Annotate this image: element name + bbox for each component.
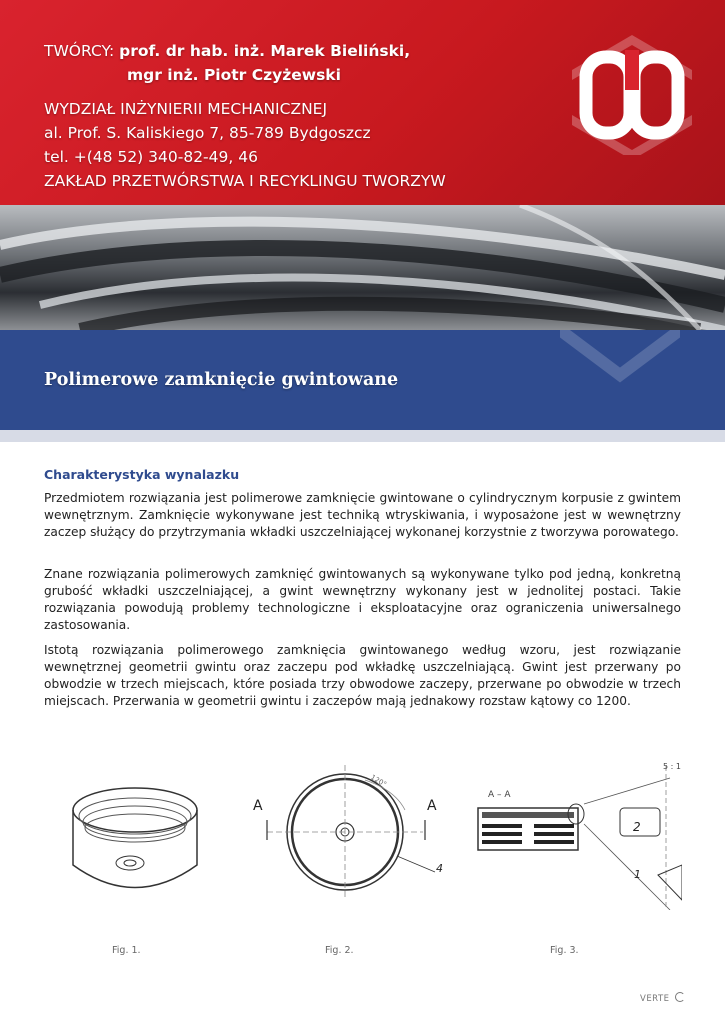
creators-line (44, 40, 410, 62)
faculty: WYDZIAŁ INŻYNIERII MECHANICZNEJ (44, 100, 328, 118)
chevron-decoration-icon (560, 330, 680, 390)
figure-2-caption: Fig. 2. (325, 945, 354, 956)
paragraph-3: Istotą rozwiązania polimerowego zamknięcia gwintowanego według wzoru, jest rozwiązanie wewnętrznej geometrii gwintu oraz zaczepu pod wkładkę uszczelniającą. Gwint jest przerwany po obwodzie w trzech miejscach, które posiada trzy obwodowe zaczepy, przerwane po obwodzie w trzech miejscach. Przerwania w geometrii gwintu i zaczepów mają jednakowy rozstaw kątowy co 1200. (44, 643, 681, 708)
department: ZAKŁAD PRZETWÓRSTWA I RECYKLINGU TWORZYW (44, 172, 446, 190)
creator-2-line (127, 64, 341, 86)
figure-1-caption: Fig. 1. (112, 945, 141, 956)
address: al. Prof. S. Kaliskiego 7, 85-789 Bydgoszcz (44, 124, 371, 142)
fig2-label-right: A (427, 798, 437, 814)
fig3-label-1: 1 (634, 868, 641, 881)
figure-3-caption: Fig. 3. (550, 945, 579, 956)
paragraph-2: Znane rozwiązania polimerowych zamknięć gwintowanych są wykonywane tylko pod jedną, konkretną grubość wkładki uszczelniającej, a gwint wewnętrzny wykonany jest w jednolitej postaci. Takie rozwiązania powodują problemy technologiczne i eksploatacyjne oraz ograniczenia uniwersalnego zastosowania. (44, 567, 681, 632)
phone: tel. +(48 52) 340-82-49, 46 (44, 148, 258, 166)
paragraph-1: Przedmiotem rozwiązania jest polimerowe zamknięcie gwintowane o cylindrycznym korpusie z gwintem wewnętrznym. Zamknięcie wykonywane jest techniką wtryskiwania, i wyposażone jest w wewnętrzny zaczep służący do przytrzymania wkładki uszczelniającej wykonanej korzystnie z tworzywa porowatego. (44, 491, 681, 539)
fig2-label-4: 4 (436, 862, 443, 875)
creator-2: mgr inż. Piotr Czyżewski (127, 66, 341, 84)
figure-1-drawing (60, 770, 210, 910)
section-heading: Charakterystyka wynalazku (44, 467, 240, 482)
fig3-label-2: 2 (633, 820, 641, 834)
creator-1: prof. dr hab. inż. Marek Bieliński, (119, 42, 411, 60)
figure-3-drawing (470, 760, 682, 910)
page-title: Polimerowe zamknięcie gwintowane (44, 370, 399, 390)
turn-page-icon (675, 992, 685, 1002)
creators-label: TWÓRCY: (44, 42, 115, 60)
verte-footer (640, 992, 685, 1004)
thread-photo-graphic (0, 205, 725, 330)
university-logo (572, 35, 692, 155)
fig2-angle: 120° (369, 773, 388, 789)
fig3-scale: 5 : 1 (663, 762, 681, 771)
fig2-label-left: A (253, 798, 263, 814)
thread-photo (0, 205, 725, 330)
band-stripe (0, 430, 725, 442)
verte-label: VERTE (640, 994, 670, 1004)
figure-2-drawing (245, 760, 455, 920)
fig3-section-label: A – A (488, 790, 511, 800)
